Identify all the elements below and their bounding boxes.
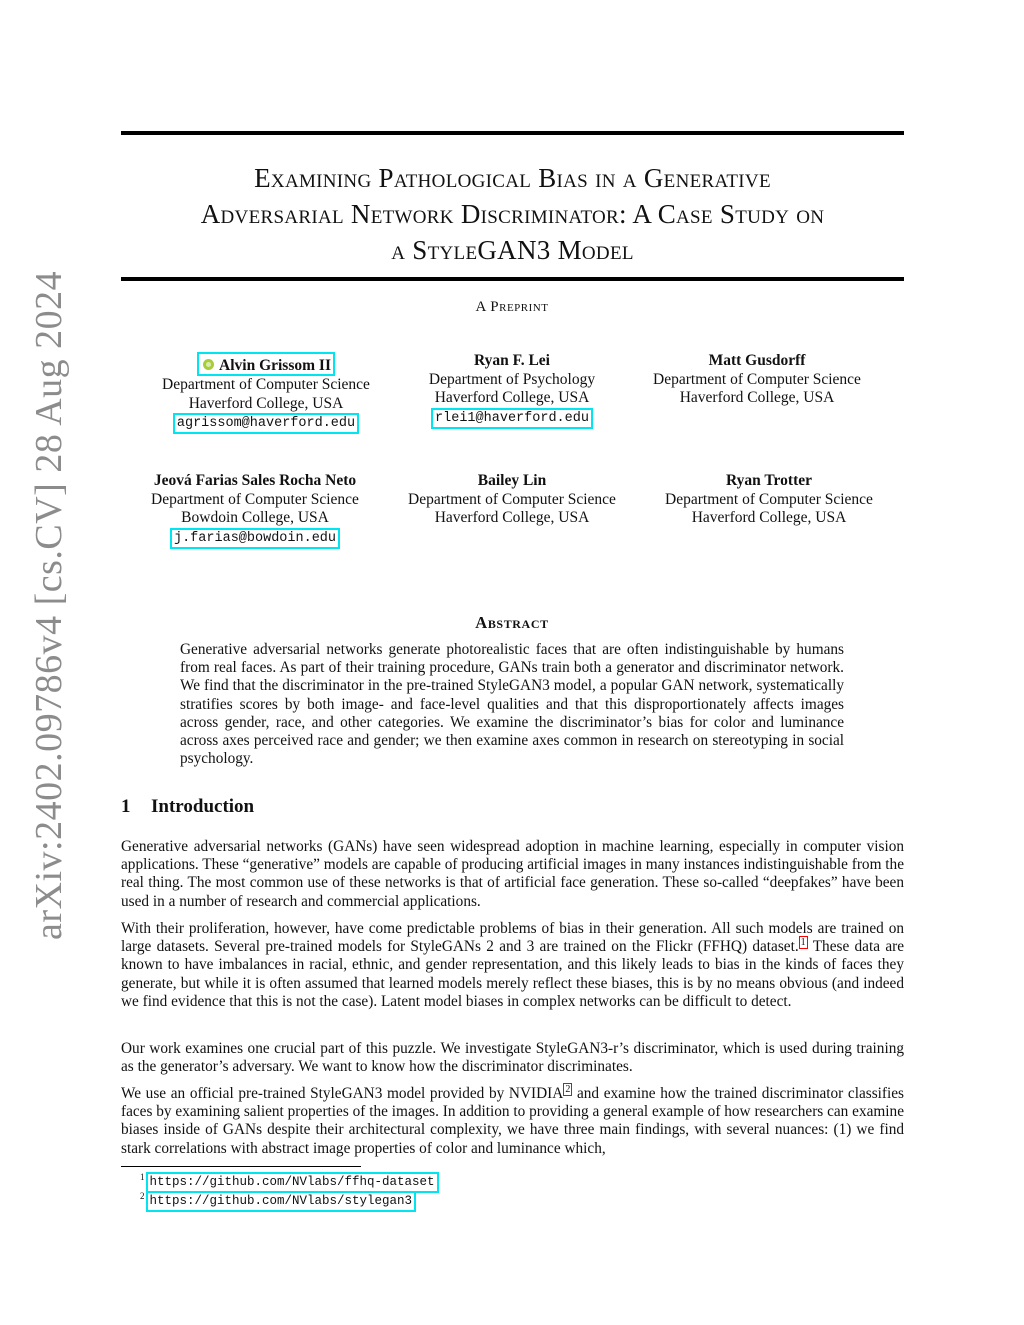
- footnote-ref-1[interactable]: 1: [800, 937, 806, 949]
- arxiv-side-label: arXiv:2402.09786v4 [cs.CV] 28 Aug 2024: [28, 270, 70, 940]
- author-block: [130, 472, 380, 549]
- title-top-rule: [121, 131, 904, 135]
- intro-paragraph-4: [121, 1085, 904, 1158]
- orcid-icon: [203, 359, 214, 370]
- footnote-url-link[interactable]: https://github.com/NVlabs/ffhq-dataset: [146, 1172, 439, 1193]
- footnote-url-link[interactable]: https://github.com/NVlabs/stylegan3: [146, 1191, 417, 1212]
- author-block: [644, 472, 894, 528]
- footnote-2: [140, 1191, 416, 1212]
- author-name: Matt Gusdorff: [708, 352, 806, 369]
- author-institution: Haverford College, USA: [434, 389, 590, 406]
- author-institution: Haverford College, USA: [679, 389, 835, 406]
- author-block: [387, 352, 637, 429]
- author-department: Department of Computer Science: [665, 490, 873, 508]
- intro-paragraph-2: [121, 920, 904, 1011]
- orcid-link[interactable]: [197, 352, 335, 376]
- author-department: Department of Computer Science: [653, 370, 861, 388]
- author-department: Department of Computer Science: [151, 490, 359, 508]
- title-line-1: Examining Pathological Bias in a Generative: [254, 163, 771, 193]
- author-block: [387, 472, 637, 528]
- footnote-ref-2[interactable]: 2: [565, 1083, 571, 1095]
- author-email-link[interactable]: j.farias@bowdoin.edu: [170, 528, 340, 549]
- author-institution: Haverford College, USA: [691, 509, 847, 526]
- paragraph-text: We use an official pre-trained StyleGAN3 model provided by NVIDIA: [121, 1085, 564, 1102]
- author-institution: Bowdoin College, USA: [181, 509, 329, 526]
- title-line-3: a StyleGAN3 Model: [391, 235, 634, 265]
- paragraph-text: With their proliferation, however, have come predictable problems of bias in their generation. All such models are trained on large datasets. Several pre-trained models for StyleGANs 2 and 3 are trained on the Flickr (FFHQ) dataset.: [121, 920, 904, 956]
- title-bottom-rule: [121, 277, 904, 281]
- author-name: Ryan Trotter: [726, 472, 812, 489]
- footnote-rule: [121, 1166, 361, 1167]
- author-block: [141, 352, 391, 434]
- author-name: Bailey Lin: [477, 472, 547, 489]
- intro-paragraph-1: Generative adversarial networks (GANs) have seen widespread adoption in machine learning, especially in computer vision applications. These “generative” models are capable of producing artificial images in many instances indistinguishable from the real thing. The most common use of these networks is that of artificial face generation. These so-called “deepfakes” have been used in a number of research and commercial applications.: [121, 838, 904, 910]
- footnote-mark: 2: [140, 1191, 145, 1201]
- abstract-text: Generative adversarial networks generate photorealistic faces that are often indistinguishable by humans from real faces. As part of their training procedure, GANs train both a generator and discriminator network. We find that the discriminator in the pre-trained StyleGAN3 model, a popular GAN network, systematically stratifies scores by both image- and face-level qualities and that this disproportionately affects images across gender, race, and other categories. We examine the discriminator’s bias for color and luminance across axes perceived race and gender; we then examine axes common in research on stereotyping in social psychology.: [180, 641, 844, 768]
- author-email-link[interactable]: agrissom@haverford.edu: [173, 413, 359, 434]
- author-name: Ryan F. Lei: [474, 352, 550, 369]
- author-name: Alvin Grissom II: [219, 357, 331, 374]
- author-email-link[interactable]: rlei1@haverford.edu: [431, 408, 593, 429]
- abstract-heading: Abstract: [475, 613, 549, 632]
- section-title: Introduction: [151, 796, 255, 817]
- author-department: Department of Computer Science: [162, 376, 370, 393]
- section-number: 1: [121, 796, 131, 817]
- author-department: Department of Computer Science: [408, 490, 616, 508]
- author-institution: Haverford College, USA: [188, 394, 344, 412]
- author-institution: Haverford College, USA: [434, 509, 590, 526]
- paragraph-text: and examine how the trained discriminator classifies faces by examining salient properties of the images. In addition to providing a general example of how researchers can examine biases inside of GANs despite their architectural complexity, we have three main findings, with several nuances: (1) we find stark correlations with abstract image properties of color and luminance which,: [121, 1085, 904, 1157]
- footnote-mark: 1: [140, 1172, 145, 1182]
- author-block: [632, 352, 882, 408]
- title-line-2: Adversarial Network Discriminator: A Case Study on: [200, 199, 825, 229]
- author-department: Department of Psychology: [428, 370, 596, 388]
- author-name: Jeová Farias Sales Rocha Neto: [153, 472, 357, 489]
- paper-title: [110, 160, 915, 268]
- intro-paragraph-3: Our work examines one crucial part of this puzzle. We investigate StyleGAN3-r’s discriminator, which is used during training as the generator’s adversary. We want to know how the discriminator discriminates.: [121, 1040, 904, 1076]
- preprint-label: A Preprint: [475, 299, 549, 315]
- paragraph-text: These data are known to have imbalances in racial, ethnic, and gender representation, and this likely leads to bias in the kinds of faces they generate, but while it is often assumed that learned models merely reflect these biases, this is by no means obvious (and indeed we find evidence that this is not the case). Latent model biases in complex networks can be difficult to detect.: [121, 938, 904, 1010]
- section-heading: [121, 796, 254, 818]
